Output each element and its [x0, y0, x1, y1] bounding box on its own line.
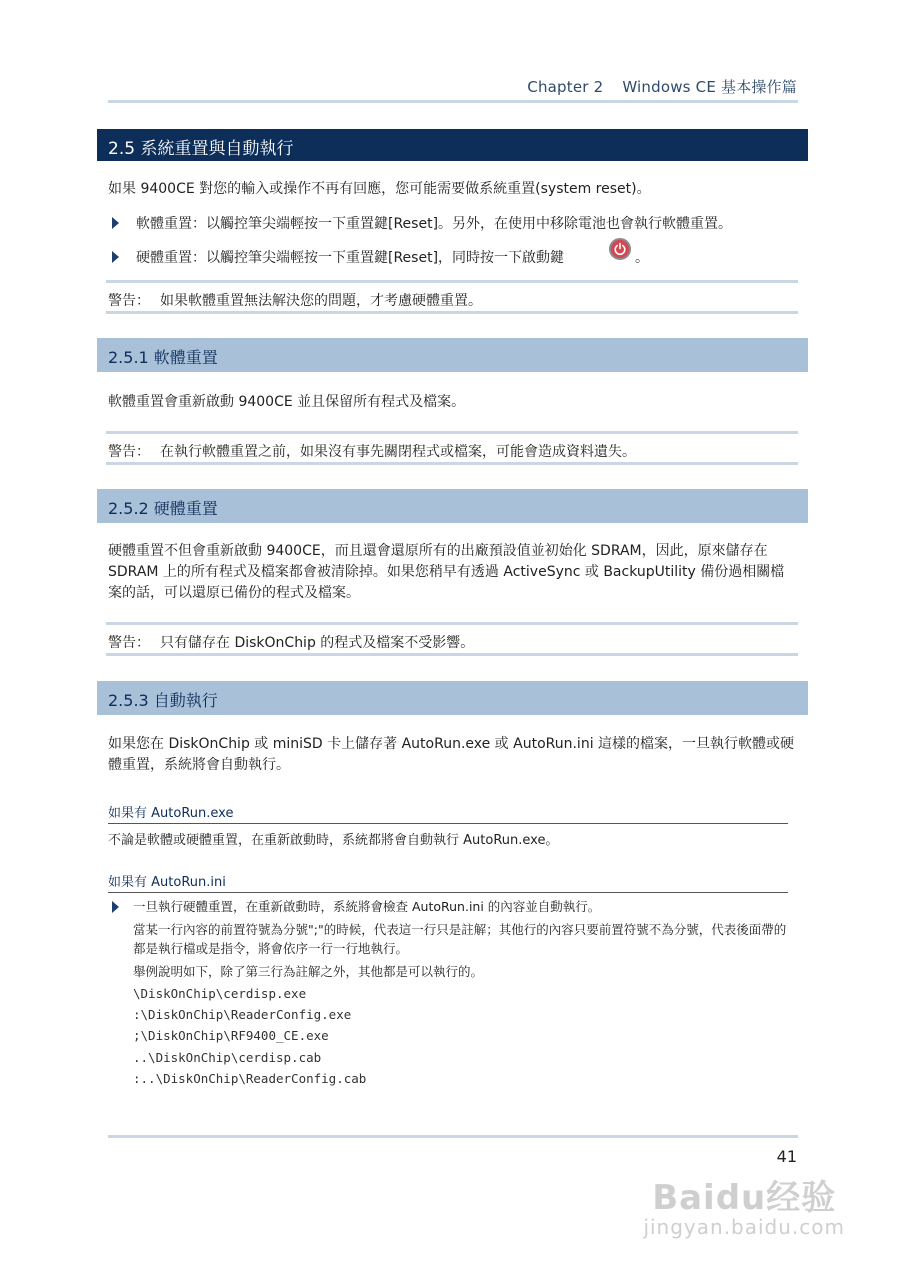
section-2-5-2-title: 2.5.2 硬體重置 [97, 489, 808, 523]
bullet-hard-reset [112, 247, 564, 267]
triangle-bullet-icon [112, 901, 119, 913]
bullet-soft-reset-text: 軟體重置：以觸控筆尖端輕按一下重置鍵[Reset]。另外，在使用中移除電池也會執行軟體重置。 [136, 216, 733, 232]
warning-box-2-5-1 [106, 431, 798, 465]
code-line: ..\DiskOnChip\cerdisp.cab [133, 1050, 322, 1065]
subhead-autorun-exe: 如果有 AutoRun.exe [108, 802, 788, 824]
autorun-exe-text: 不論是軟體或硬體重置，在重新啟動時，系統都將會自動執行 AutoRun.exe。 [108, 833, 559, 848]
warning-text: 在執行軟體重置之前，如果沒有事先關閉程式或檔案，可能會造成資料遺失。 [160, 444, 636, 460]
warning-box-2-5-2 [106, 622, 798, 656]
triangle-bullet-icon [112, 251, 119, 263]
section-2-5-1-title: 2.5.1 軟體重置 [97, 338, 808, 372]
header-title: Windows CE 基本操作篇 [622, 78, 797, 96]
bullet-autorun-ini [112, 897, 600, 915]
header-chapter: Chapter 2 [527, 78, 604, 96]
subhead-autorun-ini: 如果有 AutoRun.ini [108, 871, 788, 893]
running-header [513, 76, 797, 97]
warning-label: 警告： [108, 444, 150, 460]
section-2-5-3-title: 2.5.3 自動執行 [97, 681, 808, 715]
warning-label: 警告： [108, 293, 150, 309]
header-rule [108, 100, 798, 103]
code-line: \DiskOnChip\cerdisp.exe [133, 986, 307, 1001]
watermark-url: jingyan.baidu.com [643, 1215, 845, 1239]
triangle-bullet-icon [112, 217, 119, 229]
warning-text: 只有儲存在 DiskOnChip 的程式及檔案不受影響。 [160, 635, 475, 651]
warning-label: 警告： [108, 635, 150, 651]
section-2-5-title: 2.5 系統重置與自動執行 [97, 129, 808, 161]
autorun-ini-example: 舉例說明如下，除了第三行為註解之外，其他都是可以執行的。 [133, 964, 484, 979]
warning-text: 如果軟體重置無法解決您的問題，才考慮硬體重置。 [160, 293, 482, 309]
power-icon [609, 238, 631, 260]
autorun-ini-description: 當某一行內容的前置符號為分號";"的時候，代表這一行只是註解；其他行的內容只要前置符號不為分號，代表後面帶的都是執行檔或是指令，將會依序一行一行地執行。 [133, 922, 787, 956]
bullet-soft-reset [112, 213, 732, 233]
baidu-watermark [643, 1170, 845, 1239]
warning-box-2-5 [106, 280, 798, 314]
bullet-hard-reset-end: 。 [635, 250, 649, 266]
code-line: :\DiskOnChip\ReaderConfig.exe [133, 1007, 352, 1022]
code-line: ;\DiskOnChip\RF9400_CE.exe [133, 1028, 329, 1043]
bullet-hard-reset-text: 硬體重置：以觸控筆尖端輕按一下重置鍵[Reset]，同時按一下啟動鍵 [136, 250, 565, 266]
bullet-autorun-ini-text: 一旦執行硬體重置，在重新啟動時，系統將會檢查 AutoRun.ini 的內容並自動執行。 [133, 899, 601, 914]
section-2-5-2-text: 硬體重置不但會重新啟動 9400CE，而且還會還原所有的出廠預設值並初始化 SDRAM，因此，原來儲存在 SDRAM 上的所有程式及檔案都會被清除掉。如果您稍早有透過 ActiveSync 或 BackupUtility 備份過相關檔案的話，可以還原已備份的程式及檔案。 [108, 543, 785, 601]
code-line: :..\DiskOnChip\ReaderConfig.cab [133, 1071, 367, 1086]
section-2-5-3-text: 如果您在 DiskOnChip 或 miniSD 卡上儲存著 AutoRun.exe 或 AutoRun.ini 這樣的檔案，一旦執行軟體或硬體重置，系統將會自動執行。 [108, 736, 795, 773]
section-2-5-1-text: 軟體重置會重新啟動 9400CE 並且保留所有程式及檔案。 [108, 394, 466, 410]
footer-rule [108, 1135, 798, 1138]
watermark-brand: Baidu经验 [652, 1178, 837, 1218]
section-2-5-intro: 如果 9400CE 對您的輸入或操作不再有回應，您可能需要做系統重置(system reset)。 [108, 181, 651, 197]
page-number: 41 [776, 1147, 797, 1166]
